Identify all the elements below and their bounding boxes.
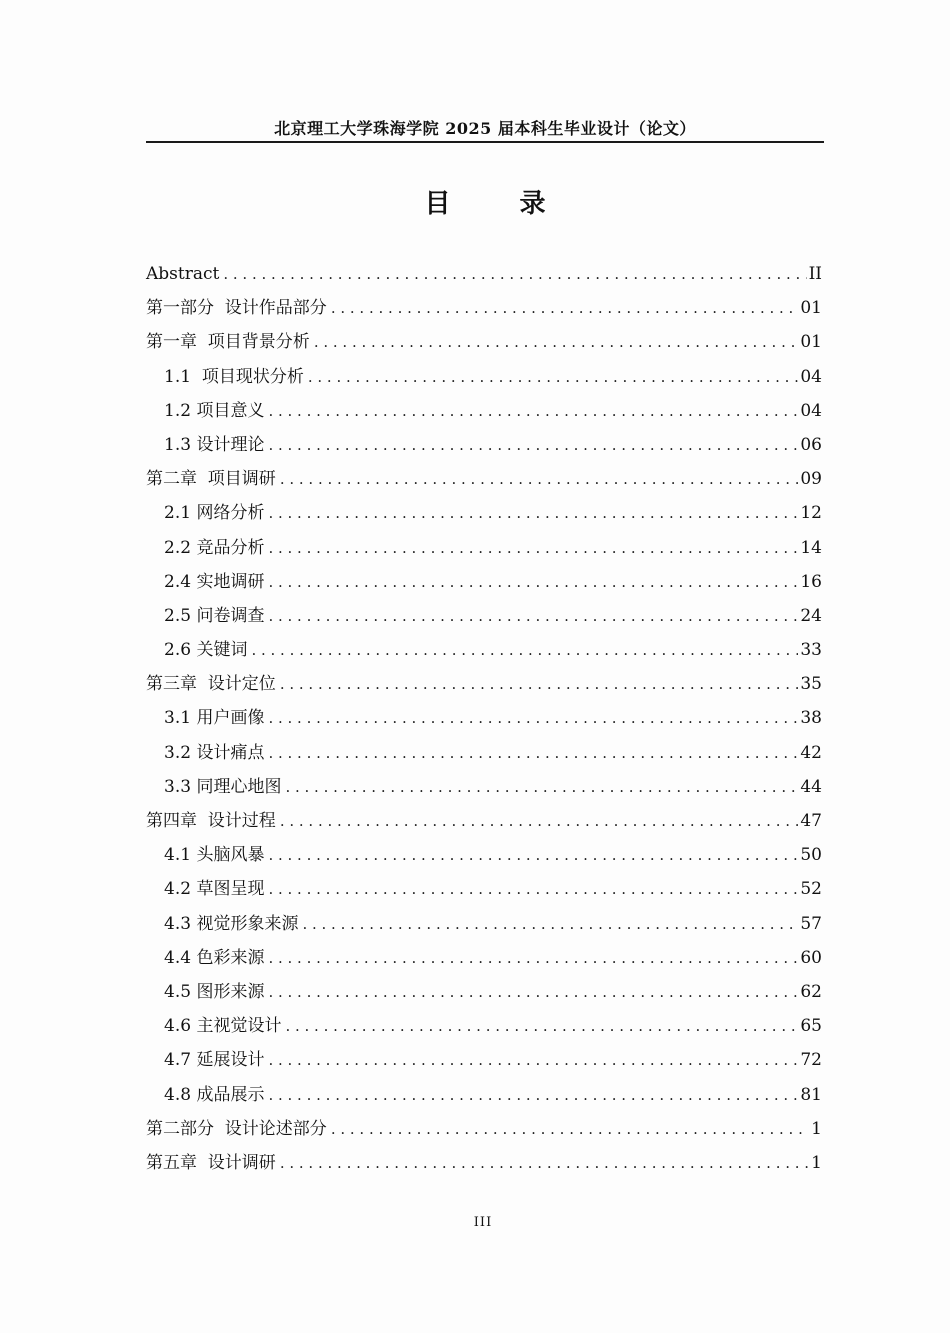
toc-dot-leader — [302, 907, 798, 941]
toc-entry-page: 1 — [811, 1152, 822, 1173]
toc-entry[interactable] — [146, 291, 822, 325]
toc-entry-page: 35 — [800, 674, 822, 695]
toc-entry[interactable] — [146, 1043, 822, 1077]
toc-entry-page: 60 — [800, 947, 822, 968]
toc-entry[interactable] — [146, 736, 822, 770]
toc-entry-label: 4.2 草图呈现 — [164, 879, 265, 900]
page-number: III — [473, 1215, 493, 1230]
toc-entry-label: 4.3 视觉形象来源 — [164, 913, 299, 934]
toc-entry-page: 62 — [800, 981, 822, 1002]
toc-dot-leader — [331, 291, 799, 325]
toc-dot-leader — [268, 975, 798, 1009]
toc-entry[interactable] — [146, 565, 822, 599]
toc-dot-leader — [251, 633, 798, 667]
toc-entry[interactable] — [146, 838, 822, 872]
toc-entry-label: Abstract — [146, 264, 220, 284]
toc-entry-label: 1.3 设计理论 — [164, 434, 265, 455]
toc-entry-page: 12 — [800, 503, 822, 524]
toc-entry-label: 4.1 头脑风暴 — [164, 845, 265, 866]
toc-dot-leader — [268, 496, 798, 530]
toc-entry-label: 4.6 主视觉设计 — [164, 1016, 282, 1037]
toc-entry-label: 3.1 用户画像 — [164, 708, 265, 729]
toc-entry[interactable] — [146, 633, 822, 667]
toc-entry-page: 65 — [800, 1016, 822, 1037]
toc-entry-label: 第二部分 设计论述部分 — [146, 1118, 327, 1139]
toc-entry-page: 16 — [800, 571, 822, 592]
toc-dot-leader — [268, 394, 798, 428]
toc-entry-label: 2.4 实地调研 — [164, 571, 265, 592]
toc-entry[interactable] — [146, 360, 822, 394]
toc-entry[interactable] — [146, 872, 822, 906]
toc-dot-leader — [331, 1112, 809, 1146]
toc-entry[interactable] — [146, 1146, 822, 1180]
toc-entry-page: 24 — [800, 605, 822, 626]
toc-entry[interactable] — [146, 531, 822, 565]
toc-entry-label: 4.7 延展设计 — [164, 1050, 265, 1071]
toc-dot-leader — [268, 701, 798, 735]
toc-dot-leader — [268, 1078, 798, 1112]
toc-entry[interactable] — [146, 975, 822, 1009]
toc-entry-label: 第三章 设计定位 — [146, 674, 276, 695]
toc-dot-leader — [268, 599, 798, 633]
toc-entry-label: 第一部分 设计作品部分 — [146, 298, 327, 319]
toc-entry-page: 57 — [800, 913, 822, 934]
toc-entry-page: 14 — [800, 537, 822, 558]
toc-entry-label: 3.3 同理心地图 — [164, 776, 282, 797]
toc-entry[interactable] — [146, 941, 822, 975]
toc-dot-leader — [268, 428, 798, 462]
toc-entry[interactable] — [146, 257, 822, 291]
toc-entry-label: 3.2 设计痛点 — [164, 742, 265, 763]
toc-entry[interactable] — [146, 599, 822, 633]
toc-dot-leader — [268, 531, 798, 565]
toc-dot-leader — [268, 838, 798, 872]
toc-dot-leader — [268, 565, 798, 599]
toc-entry-label: 1.1 项目现状分析 — [164, 366, 304, 387]
toc-dot-leader — [268, 872, 798, 906]
toc-dot-leader — [268, 736, 798, 770]
toc-dot-leader — [268, 1043, 798, 1077]
toc-entry[interactable] — [146, 496, 822, 530]
toc-entry-label: 4.4 色彩来源 — [164, 947, 265, 968]
toc-entry-label: 2.2 竞品分析 — [164, 537, 265, 558]
toc-entry-label: 2.5 问卷调查 — [164, 605, 265, 626]
toc-dot-leader — [280, 804, 799, 838]
toc-entry-page: 04 — [800, 366, 822, 387]
toc-entry-page: 04 — [800, 400, 822, 421]
toc-entry-label: 1.2 项目意义 — [164, 400, 265, 421]
toc-entry-page: 09 — [800, 469, 822, 490]
toc-dot-leader — [268, 941, 798, 975]
toc-entry-page: 44 — [800, 776, 822, 797]
toc-entry-label: 第一章 项目背景分析 — [146, 332, 310, 353]
toc-entry[interactable] — [146, 394, 822, 428]
toc-entry-page: 38 — [800, 708, 822, 729]
toc-entry-label: 第五章 设计调研 — [146, 1152, 276, 1173]
toc-entry[interactable] — [146, 462, 822, 496]
toc-entry-label: 2.1 网络分析 — [164, 503, 265, 524]
toc-entry[interactable] — [146, 1078, 822, 1112]
toc-dot-leader — [314, 325, 799, 359]
toc-entry-label: 第二章 项目调研 — [146, 469, 276, 490]
toc-entry-page: 72 — [800, 1050, 822, 1071]
toc-entry-page: II — [808, 264, 822, 284]
toc-entry[interactable] — [146, 667, 822, 701]
toc-entry[interactable] — [146, 804, 822, 838]
running-header: 北京理工大学珠海学院 2025 届本科生毕业设计（论文） — [274, 119, 696, 138]
toc-dot-leader — [285, 1009, 798, 1043]
toc-entry[interactable] — [146, 701, 822, 735]
toc-dot-leader — [285, 770, 798, 804]
toc-entry-page: 81 — [800, 1084, 822, 1105]
toc-entry[interactable] — [146, 770, 822, 804]
toc-title: 目 录 — [424, 189, 576, 219]
toc-entry[interactable] — [146, 907, 822, 941]
toc-entry-page: 06 — [800, 434, 822, 455]
table-of-contents — [146, 257, 822, 1180]
toc-entry-page: 47 — [800, 811, 822, 831]
toc-entry-page: 01 — [800, 332, 822, 353]
toc-entry-page: 01 — [800, 298, 822, 319]
toc-entry-page: 52 — [800, 879, 822, 900]
toc-entry-label: 第四章 设计过程 — [146, 811, 276, 831]
toc-dot-leader — [308, 360, 799, 394]
header-rule — [146, 141, 824, 143]
toc-entry[interactable] — [146, 1009, 822, 1043]
toc-entry-page: 50 — [800, 845, 822, 866]
toc-dot-leader — [280, 462, 799, 496]
toc-dot-leader — [280, 667, 799, 701]
toc-entry-label: 4.5 图形来源 — [164, 981, 265, 1002]
toc-entry[interactable] — [146, 325, 822, 359]
toc-entry-label: 4.8 成品展示 — [164, 1084, 265, 1105]
toc-entry-page: 42 — [800, 742, 822, 763]
toc-dot-leader — [223, 257, 806, 291]
toc-entry-page: 1 — [811, 1118, 822, 1139]
toc-entry[interactable] — [146, 1112, 822, 1146]
toc-entry-label: 2.6 关键词 — [164, 640, 248, 661]
toc-dot-leader — [280, 1146, 809, 1180]
toc-entry-page: 33 — [800, 640, 822, 661]
toc-entry[interactable] — [146, 428, 822, 462]
